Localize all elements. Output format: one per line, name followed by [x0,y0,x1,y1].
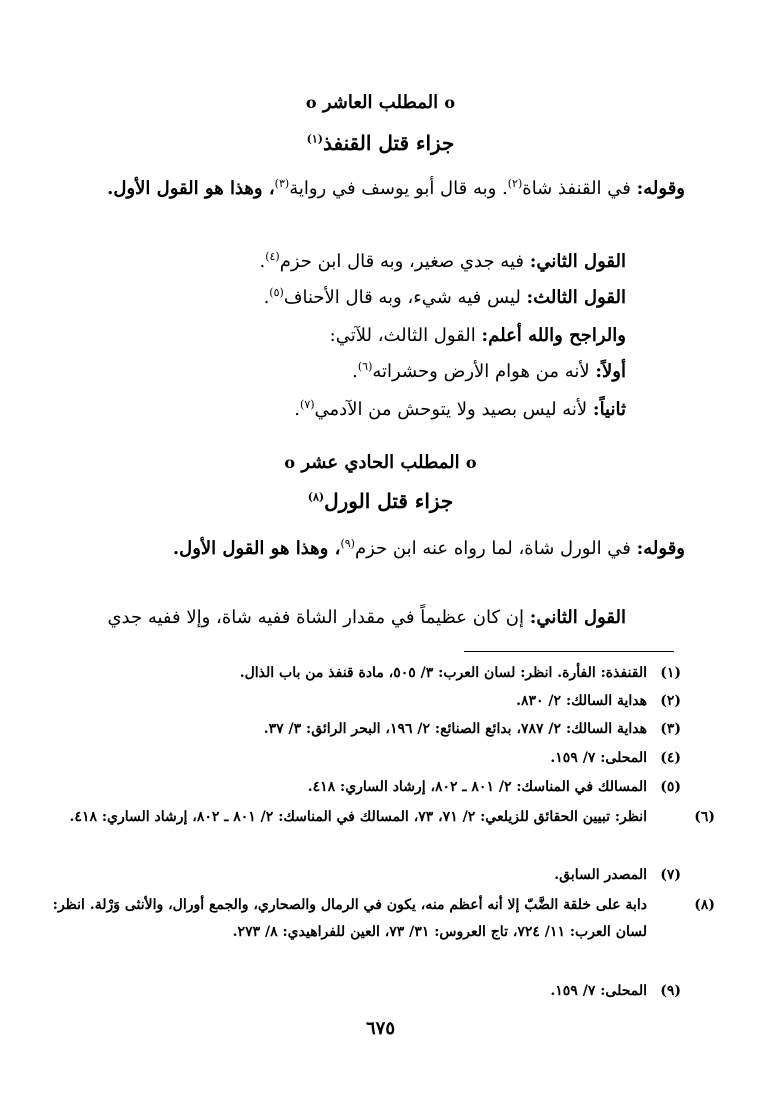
paragraph-text: في القنفذ شاة [522,178,637,199]
lead-term: القول الثالث: [526,287,626,308]
footnote [37,892,715,946]
lead-term: القول الثاني: [529,607,626,628]
paragraph [66,318,626,354]
paragraph-text: . [263,287,270,308]
lead-term: وقوله: [636,538,685,559]
footnote-text: القنفذة: الفأرة. انظر: لسان العرب: ٣/ ٥٠٥، مادة قنفذ من باب الذال. [239,665,647,681]
section-heading [0,90,761,116]
footnote-text: المسالك في المناسك: ٢/ ٨٠١ ـ ٨٠٢، إرشاد الساري: ٤١٨. [307,779,647,795]
heading-text: المطلب العاشر [322,92,439,113]
paragraph [75,170,685,208]
paragraph-text: في الورل شاة، لما رواه عنه ابن حزم [354,538,637,559]
footnote-text: هداية السالك: ٢/ ٨٣٠. [516,693,647,709]
footnote-text: المصدر السابق. [554,867,647,883]
footnote-number: (٢) [660,693,681,709]
paragraph-text: لأنه من هوام الأرض وحشراته [372,361,596,382]
paragraph [26,600,626,636]
footnote [71,862,681,889]
footnote-text: دابة على خلقة الضَّبّ إلا أنه أعظم منه، يكون في الرمال والصحاري، والجمع أورال، والأنثى وَرْلة. انظر: لسان العرب: ١١/ ٧٢٤، تاج العروس: ٣١/ ٧٣، العين للفراهيدي: ٨/ ٢٧٣. [52,897,647,940]
paragraph-text: القول الثالث، للآتي: [329,325,482,346]
page-number: ٦٧٥ [365,1018,395,1039]
footnote-ref: (٤) [265,250,280,263]
footnote-ref: (٣) [274,177,290,190]
footnote-ref: (٧) [300,398,315,411]
paragraph [66,392,626,428]
footnote [37,804,715,831]
lead-term: القول الثاني: [529,251,626,272]
footnote-ref: (١) [306,132,323,146]
footnote [71,716,681,743]
footnote-text: المحلى: ٧/ ١٥٩. [550,983,647,999]
footnote-text: المحلى: ٧/ ١٥٩. [550,750,647,766]
footnote [71,978,681,1005]
footnote-text: انظر: تبيين الحقائق للزيلعي: ٢/ ٧١، ٧٣، المسالك في المناسك: ٢/ ٨٠١ ـ ٨٠٢، إرشاد الساري: ٤١٨. [69,809,647,825]
footnote-ref: (٩) [340,537,355,550]
footnote-number: (٨) [694,897,715,913]
title-text: جزاء قتل الورل [324,489,454,513]
circle-mark: ο [305,93,317,112]
footnote [71,774,681,801]
footnote-number: (٣) [660,721,681,737]
footnote-separator [464,651,674,652]
lead-term: والراجح والله أعلم: [481,325,626,346]
section-title [0,486,761,516]
paragraph-text: ، وهذا هو القول الأول. [172,538,341,559]
section-title [0,128,761,158]
title-text: جزاء قتل القنفذ [322,131,455,155]
paragraph-text: ليس فيه شيء، وبه قال الأحناف [283,287,527,308]
footnote-ref: (٦) [357,360,373,373]
paragraph-text: . وبه قال أبو يوسف في رواية [289,178,508,199]
paragraph-text: . [294,399,301,420]
footnote-number: (٧) [660,867,681,883]
paragraph-text: ، وهذا هو القول الأول. [107,178,275,199]
footnote-number: (٥) [660,779,681,795]
paragraph [75,530,685,568]
footnote-number: (٤) [660,750,681,766]
circle-mark: ο [284,453,296,472]
circle-mark: ο [465,453,477,472]
paragraph [66,244,626,280]
footnote [71,688,681,715]
paragraph-text: فيه جدي صغير، وبه قال ابن حزم [279,251,530,272]
heading-text: المطلب الحادي عشر [301,452,460,473]
footnote-ref: (٥) [269,286,284,299]
circle-mark: ο [444,93,456,112]
footnote-number: (٦) [694,809,715,825]
paragraph-text: . [259,251,266,272]
footnote-number: (١) [660,665,681,681]
lead-term: وقوله: [636,178,685,199]
paragraph [66,354,626,390]
footnote-ref: (٨) [307,490,325,504]
section-heading [0,450,761,476]
lead-term: أولاً: [595,361,626,382]
lead-term: ثانياً: [592,399,626,420]
footnote-text: هداية السالك: ٢/ ٧٨٧، بدائع الصنائع: ٢/ ١٩٦، البحر الرائق: ٣/ ٣٧. [263,721,647,737]
paragraph-text: . [352,361,358,382]
footnote [71,745,681,772]
footnote-ref: (٢) [507,177,523,190]
paragraph [66,280,626,316]
footnote-number: (٩) [660,983,681,999]
footnote [71,660,681,687]
paragraph-text: لأنه ليس بصيد ولا يتوحش من الآدمي [314,399,593,420]
paragraph-text: إن كان عظيماً في مقدار الشاة ففيه شاة، وإلا ففيه جدي [107,607,530,628]
